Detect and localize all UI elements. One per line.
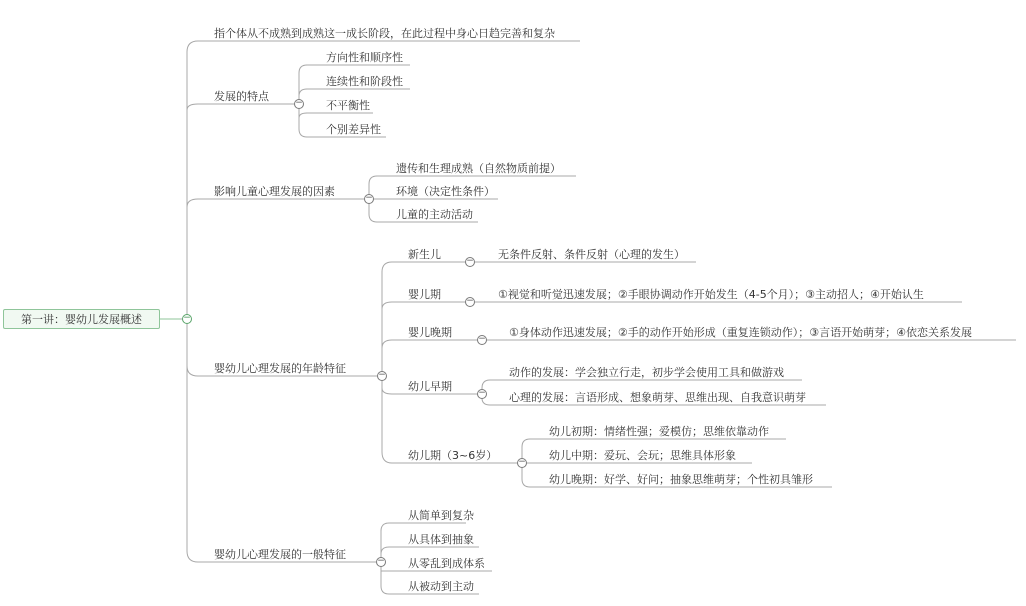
branch-age[interactable]: 婴幼儿心理发展的年龄特征 [214,362,346,375]
factor-item[interactable]: 儿童的主动活动 [396,208,473,221]
infant-collapse-toggle[interactable]: − [466,296,474,306]
factor-item[interactable]: 环境（决定性条件） [396,185,495,198]
feature-item[interactable]: 连续性和阶段性 [326,75,403,88]
features-collapse-toggle[interactable]: − [295,98,303,108]
root-collapse-toggle[interactable]: − [183,313,191,323]
age-infant[interactable]: 婴儿期 [408,288,441,301]
connector-features [187,104,299,319]
early-child-collapse-toggle[interactable]: − [478,388,486,398]
child-stage-item[interactable]: 幼儿初期：情绪性强；爱模仿；思维依靠动作 [549,425,769,438]
early-child-item[interactable]: 心理的发展：言语形成、想象萌芽、思维出现、自我意识萌芽 [509,391,806,404]
general-item[interactable]: 从零乱到成体系 [408,557,485,570]
early-child-item[interactable]: 动作的发展：学会独立行走，初步学会使用工具和做游戏 [509,366,784,379]
general-item[interactable]: 从简单到复杂 [408,509,474,522]
late-infant-detail[interactable]: ①身体动作迅速发展；②手的动作开始形成（重复连锁动作）；③言语开始萌芽；④依恋关系发展 [509,326,972,339]
child-stage-item[interactable]: 幼儿中期：爱玩、会玩；思维具体形象 [549,449,736,462]
root-label: 第一讲：婴幼儿发展概述 [21,313,142,326]
branch-factors[interactable]: 影响儿童心理发展的因素 [214,185,335,198]
branch-general[interactable]: 婴幼儿心理发展的一般特征 [214,548,346,561]
connector-general [187,319,381,562]
feature-item[interactable]: 个别差异性 [326,123,381,136]
feature-item[interactable]: 不平衡性 [326,99,370,112]
factor-item[interactable]: 遗传和生理成熟（自然物质前提） [396,162,561,175]
child-stage-item[interactable]: 幼儿晚期：好学、好问；抽象思维萌芽；个性初具雏形 [549,473,813,486]
general-item[interactable]: 从具体到抽象 [408,533,474,546]
general-collapse-toggle[interactable]: − [377,556,385,566]
newborn-collapse-toggle[interactable]: − [466,256,474,266]
branch-definition[interactable]: 指个体从不成熟到成熟这一成长阶段，在此过程中身心日趋完善和复杂 [214,27,555,40]
connector-factors [187,199,369,319]
child-collapse-toggle[interactable]: − [518,457,526,467]
age-early-child[interactable]: 幼儿早期 [408,380,452,393]
feature-item[interactable]: 方向性和顺序性 [326,51,403,64]
late-infant-collapse-toggle[interactable]: − [478,334,486,344]
factors-collapse-toggle[interactable]: − [365,193,373,203]
age-child[interactable]: 幼儿期（3~6岁） [408,449,498,462]
age-newborn[interactable]: 新生儿 [408,248,441,261]
newborn-detail[interactable]: 无条件反射、条件反射（心理的发生） [498,248,685,261]
age-late-infant[interactable]: 婴儿晚期 [408,326,452,339]
infant-detail[interactable]: ①视觉和听觉迅速发展；②手眼协调动作开始发生（4-5个月）；③主动招人；④开始认生 [498,288,924,301]
general-item[interactable]: 从被动到主动 [408,580,474,593]
age-collapse-toggle[interactable]: − [378,370,386,380]
branch-features[interactable]: 发展的特点 [214,90,269,103]
root-node[interactable] [3,309,160,329]
connector-late-infant [382,340,482,376]
connector-newborn [382,262,470,376]
